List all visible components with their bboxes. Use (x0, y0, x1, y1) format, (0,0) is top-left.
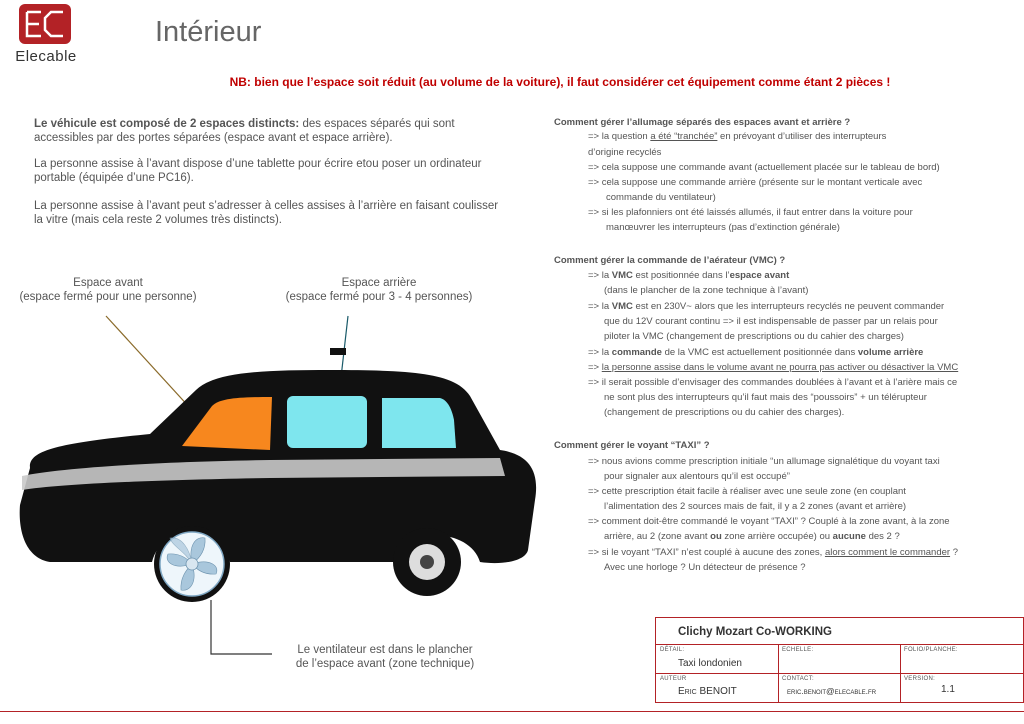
section3-line6 (604, 529, 900, 544)
intro-p1-rest: des espaces séparés qui sont accessibles par des portes séparées (espace avant et espace arrière). (34, 118, 455, 144)
title-block (655, 617, 1024, 703)
s2-l6d: volume arrière (857, 347, 924, 358)
section3-line1: => nous avions comme prescription initiale “un allumage signalétique du voyant taxi (588, 456, 940, 467)
intro-paragraph-2: La personne assise à l’avant dispose d’une tablette pour écrire etou poser un ordinateur portable (équipée d’une PC16). (34, 158, 482, 184)
s3-l6e: des 2 ? (865, 531, 900, 542)
s1-l1b: a été “tranchée” (650, 131, 718, 142)
author-label: AUTEUR (660, 676, 687, 682)
section2-line6 (588, 345, 923, 360)
fan-leader-line (211, 600, 272, 654)
section2-line4: que du 12V courant continu => il est indispensable de passer par un relais pour (604, 316, 938, 327)
s2-l1a: => la (588, 270, 612, 281)
s2-l1d: espace avant (729, 270, 790, 281)
section2-line10: (changement de prescriptions ou du cahier des charges). (604, 407, 845, 418)
fan-label-line1: Le ventilateur est dans le plancher (297, 644, 473, 656)
contact-value: eric.benoit@elecable.fr (787, 686, 877, 696)
detail-label: DÉTAIL: (660, 647, 685, 653)
s3-l7a: => si le voyant “TAXI” n’est couplé à aucune des zones, (588, 547, 825, 558)
s2-l6c: de la VMC est actuellement positionnée dans (661, 347, 858, 358)
taxi-illustration (0, 300, 560, 660)
s2-l6b: commande (611, 347, 662, 358)
section1-line2: d’origine recyclés (588, 147, 662, 158)
s3-l6a: arrière, au 2 (zone avant (604, 531, 711, 542)
section1-line6: => si les plafonniers ont été laissés allumés, il faut entrer dans la voiture pour (588, 207, 913, 218)
front-space-title: Espace avant (73, 277, 143, 289)
section3-line7 (588, 545, 958, 560)
section2-line5: piloter la VMC (changement de prescriptions ou du cahier des charges) (604, 331, 904, 342)
s1-l1a: => la question (588, 131, 651, 142)
logo-ec-icon (19, 4, 71, 44)
front-space-desc: (espace fermé pour une personne) (19, 291, 197, 303)
section2-line3 (588, 299, 944, 314)
s2-l3b: VMC (611, 301, 633, 312)
section1-line3: => cela suppose une commande avant (actuellement placée sur le tableau de bord) (588, 162, 940, 173)
section3-line5: => comment doit-être commandé le voyant “TAXI” ? Couplé à la zone avant, à la zone (588, 516, 950, 527)
section2-line2: (dans le plancher de la zone technique à l’avant) (604, 285, 809, 296)
detail-value: Taxi londonien (678, 658, 742, 669)
s2-l1c: est positionnée dans l’ (632, 270, 730, 281)
section1-line1 (588, 129, 886, 144)
s2-l7b: la personne assise dans le volume avant ne pourra pas activer ou désactiver la VMC (601, 362, 959, 373)
version-value: 1.1 (941, 684, 955, 695)
logo-mark (19, 4, 71, 44)
s2-l6a: => la (588, 347, 612, 358)
s2-l1b: VMC (611, 270, 633, 281)
intro-p1-bold: Le véhicule est composé de 2 espaces distincts: (34, 118, 300, 130)
version-label: VERSION: (904, 676, 936, 682)
section2-heading: Comment gérer la commande de l’aérateur (VMC) ? (554, 255, 786, 266)
section3-line4: l’alimentation des 2 sources mais de fait, il y a 2 zones (avant et arrière) (604, 501, 907, 512)
rear-space-desc: (espace fermé pour 3 - 4 personnes) (285, 291, 473, 303)
s3-l6d: aucune (832, 531, 866, 542)
scale-label: ECHELLE: (782, 647, 814, 653)
s2-l3a: => la (588, 301, 612, 312)
section3-line2: pour signaler aux alentours qu’il est occupé” (604, 471, 790, 482)
section1-line5: commande du ventilateur) (606, 192, 716, 203)
logo-text: Elecable (15, 48, 77, 65)
section3-heading: Comment gérer le voyant “TAXI” ? (554, 440, 710, 451)
page-title: Intérieur (155, 16, 262, 48)
section2-line8: => il serait possible d’envisager des commandes doublées à l’avant et à l’arière mais ce (588, 377, 958, 388)
section1-line4: => cela suppose une commande arrière (présente sur le montant verticale avec (588, 177, 923, 188)
folio-label: FOLIO/PLANCHE: (904, 647, 958, 653)
intro-paragraph-3: La personne assise à l’avant peut s’adresser à celles assises à l’arrière en faisant coulisser la vitre (mais cela reste 2 volumes très distincts). (34, 200, 499, 226)
project-name: Clichy Mozart Co-WORKING (678, 626, 832, 638)
rear-window-2 (382, 398, 456, 448)
nb-warning: NB: bien que l’espace soit réduit (au volume de la voiture), il faut considérer cet équipement comme étant 2 pièces ! (229, 75, 891, 89)
s3-l6c: zone arrière occupée) ou (721, 531, 833, 542)
taxi-roof-sign (330, 348, 346, 355)
s2-l3c: est en 230V~ alors que les interrupteurs recyclés ne peuvent commander (632, 301, 945, 312)
section3-line3: => cette prescription était facile à réaliser avec une seule zone (en couplant (588, 486, 906, 497)
section2-line7 (588, 360, 958, 375)
s3-l7c: ? (950, 547, 959, 558)
author-value: Eric BENOIT (678, 686, 737, 697)
bottom-rule (0, 711, 1024, 712)
s3-l7b: alors comment le commander (824, 547, 951, 558)
s2-l7a: => (588, 362, 602, 373)
rear-window-1 (287, 396, 367, 448)
contact-label: CONTACT: (782, 676, 814, 682)
section1-line7: manœuvrer les interrupteurs (pas d’extinction générale) (606, 222, 840, 233)
section1-heading: Comment gérer l’allumage séparés des espaces avant et arrière ? (554, 117, 851, 128)
section3-line8: Avec une horloge ? Un détecteur de présence ? (604, 562, 806, 573)
intro-paragraph-1 (34, 117, 509, 145)
section2-line9: ne sont plus des interrupteurs qu’il faut mais des “poussoirs” + un télérupteur (604, 392, 927, 403)
rear-space-title: Espace arrière (341, 277, 417, 289)
s3-l6b: ou (710, 531, 722, 542)
section2-line1 (588, 268, 789, 283)
s1-l1c: en prévoyant d’utiliser des interrupteurs (717, 131, 887, 142)
fan-label-line2: de l’espace avant (zone technique) (295, 658, 475, 670)
